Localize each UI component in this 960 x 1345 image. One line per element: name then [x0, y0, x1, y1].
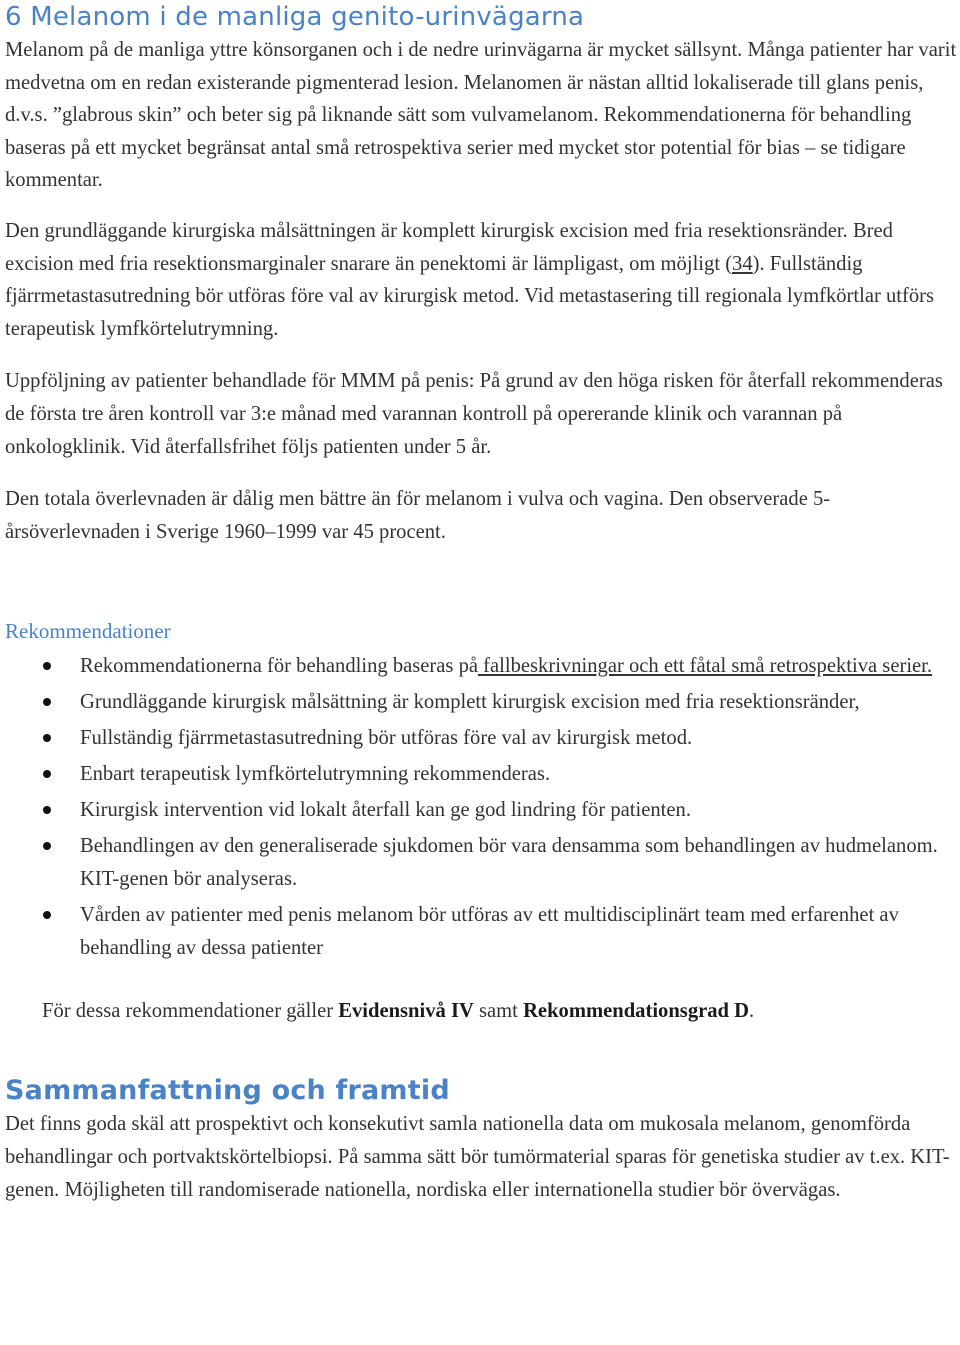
paragraph-survival: Den totala överlevnaden är dålig men bättre än för melanom i vulva och vagina. Den observerade 5-årsöverlevnaden i Sverige 1960–1999 var 45 procent. — [5, 488, 831, 543]
list-item — [5, 830, 957, 896]
list-item — [5, 650, 957, 683]
list-item-text: Behandlingen av den generaliserade sjukdomen bör vara densamma som behandlingen av hudmelanom. KIT-genen bör analyseras. — [80, 835, 938, 891]
bullet-icon — [43, 734, 51, 742]
recommendations-heading: Rekommendationer — [5, 619, 171, 644]
list-item-underlined-text: fallbeskrivningar och ett fåtal små retrospektiva serier. — [478, 655, 933, 678]
list-item-text: Fullständig fjärrmetastasutredning bör utföras före val av kirurgisk metod. — [80, 727, 693, 750]
list-item — [5, 899, 957, 965]
bullet-icon — [43, 806, 51, 814]
reference-link[interactable]: 34 — [732, 252, 753, 275]
evidence-text-post: . — [749, 1000, 755, 1023]
bullet-icon — [43, 698, 51, 706]
paragraph-followup: Uppföljning av patienter behandlade för MMM på penis: På grund av den höga risken för återfall rekommenderas de första tre åren kontroll var 3:e månad med varannan kontroll på opererande klinik och varannan på onkologklinik. Vid återfallsfrihet följs patienten under 5 år. — [5, 370, 943, 458]
evidence-text-mid: samt — [473, 1000, 524, 1023]
list-item — [5, 722, 957, 755]
evidence-statement — [5, 995, 957, 1028]
bullet-icon — [43, 842, 51, 850]
paragraph-surgery — [5, 215, 957, 345]
list-item-text: Vården av patienter med penis melanom bör utföras av ett multidisciplinärt team med erfarenhet av behandling av dessa patienter — [80, 904, 899, 960]
list-item — [5, 794, 957, 827]
list-item-text: Rekommendationerna för behandling baseras på — [80, 655, 479, 678]
section-heading-melanom: 6 Melanom i de manliga genito-urinvägarna — [5, 2, 585, 32]
paragraph-surgery-text-a: Den grundläggande kirurgiska målsättningen är komplett kirurgisk excision med fria resektionsränder. Bred excision med fria resektionsmarginaler snarare än penektomi är lämpligast, om möjligt ( — [5, 219, 893, 275]
summary-paragraph: Det finns goda skäl att prospektivt och konsekutivt samla nationella data om mukosala melanom, genomförda behandlingar och portvaktskörtelbiopsi. På samma sätt bör tumörmaterial sparas för genetiska studier av t.ex. KIT-genen. Möjligheten till randomiserade nationella, nordiska eller internationella studier bör övervägas. — [5, 1113, 950, 1201]
document-page — [5, 0, 957, 1206]
evidence-text-pre: För dessa rekommendationer gäller — [42, 1000, 339, 1023]
evidence-level: Evidensnivå IV — [338, 1000, 474, 1023]
paragraph-surgery-text-b: ). Fullständig fjärrmetastasutredning bör utföras före val av kirurgisk metod. Vid metastasering till regionala lymfkörtlar utförs terapeutisk lymfkörtelutrymning. — [5, 252, 935, 340]
bullet-icon — [43, 911, 51, 919]
bullet-icon — [43, 662, 51, 670]
recommendation-grade: Rekommendationsgrad D — [523, 1000, 750, 1023]
list-item-text: Enbart terapeutisk lymfkörtelutrymning rekommenderas. — [80, 763, 551, 786]
list-item-text: Grundläggande kirurgisk målsättning är komplett kirurgisk excision med fria resektionsränder, — [80, 691, 860, 714]
recommendations-list — [5, 650, 957, 965]
list-item-text: Kirurgisk intervention vid lokalt återfall kan ge god lindring för patienten. — [80, 799, 691, 822]
summary-heading: Sammanfattning och framtid — [5, 1075, 450, 1107]
bullet-icon — [43, 770, 51, 778]
list-item — [5, 686, 957, 719]
list-item — [5, 758, 957, 791]
paragraph-intro: Melanom på de manliga yttre könsorganen och i de nedre urinvägarna är mycket sällsynt. Många patienter har varit medvetna om en redan existerande pigmenterad lesion. Melanomen är nästan alltid lokaliserade till glans penis, d.v.s. ”glabrous skin” och beter sig på liknande sätt som vulvamelanom. Rekommendationerna för behandling baseras på ett mycket begränsat antal små retrospektiva serier med mycket stor potential för bias – se tidigare kommentar. — [5, 39, 957, 192]
